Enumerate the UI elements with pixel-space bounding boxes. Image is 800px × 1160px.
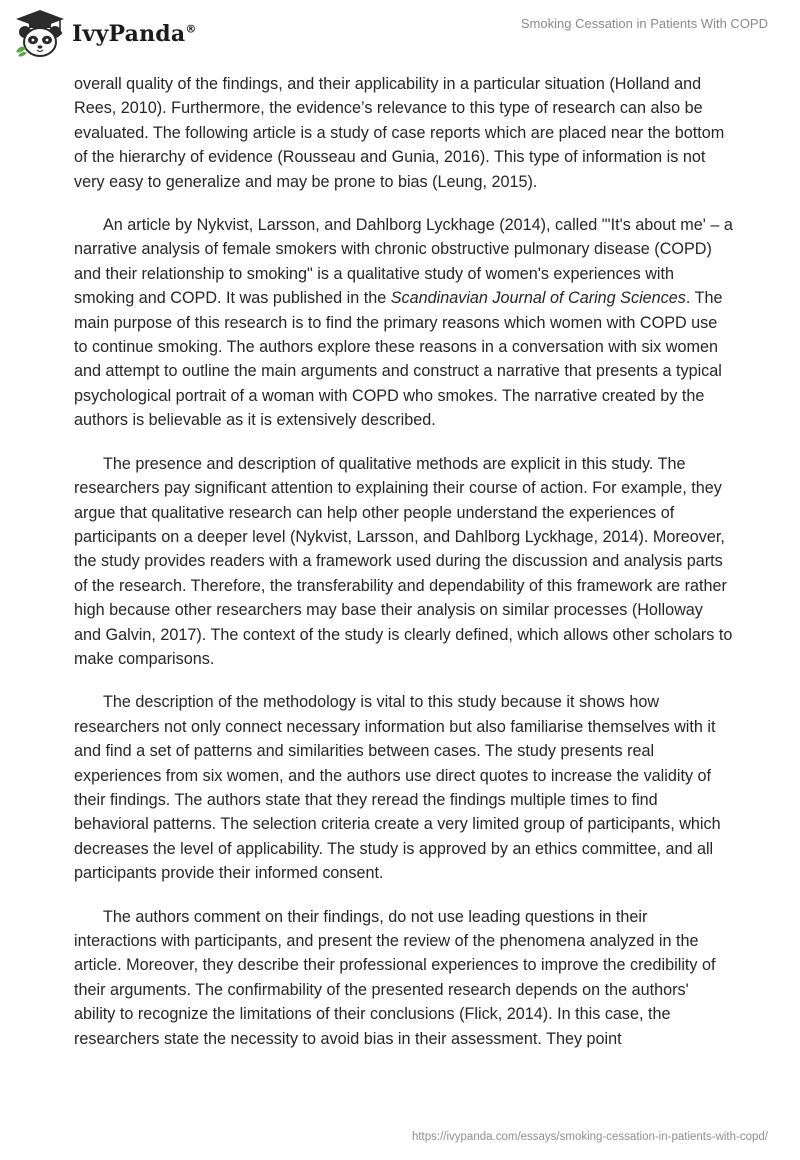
essay-body [74, 72, 734, 1070]
paragraph-text: An article by Nykvist, Larsson, and Dahlborg Lyckhage (2014), called "'It's about me' – a narrative analysis of female smokers with chronic obstructive pulmonary disease (COPD) and their relationship to smoking" is a qualitative study of women's experiences with smoking and COPD. It was published in the [74, 216, 733, 308]
page-header [0, 0, 800, 70]
paragraph: The presence and description of qualitative methods are explicit in this study. The researchers pay significant attention to explaining their course of action. For example, they argue that qualitative research can help other people understand the experiences of participants on a deeper level (Nykvist, Larsson, and Dahlborg Lyckhage, 2014). Moreover, the study provides readers with a framework used during the discussion and analysis parts of the research. Therefore, the transferability and dependability of this framework are rather high because other researchers may base their analysis on similar processes (Holloway and Galvin, 2017). The context of the study is clearly defined, which allows other scholars to make comparisons. [74, 454, 733, 668]
paragraph-text: . The main purpose of this research is to find the primary reasons which women with COPD use to continue smoking. The authors explore these reasons in a conversation with six women and attempt to outline the main arguments and construct a narrative that presents a typical psychological portrait of a woman with COPD who smokes. The narrative created by the authors is believable as it is extensively described. [74, 289, 723, 430]
ivypanda-logo[interactable] [12, 8, 197, 60]
paragraph [74, 213, 734, 433]
paragraph: The description of the methodology is vital to this study because it shows how researchers not only connect necessary information but also familiarise themselves with it and find a set of patterns and similarities between cases. The study presents real experiences from six women, and the authors use direct quotes to increase the validity of their findings. The authors state that they reread the findings multiple times to find behavioral patterns. The selection criteria create a very limited group of participants, which decreases the level of applicability. The study is approved by an ethics committee, and all participants provide their informed consent. [74, 693, 721, 883]
journal-title: Scandinavian Journal of Caring Sciences [390, 289, 686, 308]
document-title: Smoking Cessation in Patients With COPD [520, 16, 768, 31]
paragraph: The authors comment on their findings, do not use leading questions in their interactions with participants, and present the review of the phenomena analyzed in the article. Moreover, they describe their professional experiences to improve the credibility of their arguments. The confirmability of the presented research depends on the authors' ability to recognize the limitations of their conclusions (Flick, 2014). In this case, the researchers state the necessity to avoid bias in their assessment. They point [74, 907, 716, 1048]
panda-graduate-icon [12, 8, 68, 60]
paragraph: overall quality of the findings, and their applicability in a particular situation (Holland and Rees, 2010). Furthermore, the evidence’s relevance to this type of research can also be evaluated. The following article is a study of case reports which are placed near the bottom of the hierarchy of evidence (Rousseau and Gunia, 2016). This type of information is not very easy to generalize and may be prone to bias (Leung, 2015). [74, 75, 725, 191]
registered-mark: ® [185, 22, 197, 36]
source-url[interactable]: https://ivypanda.com/essays/smoking-cessation-in-patients-with-copd/ [411, 1131, 768, 1143]
logo-wordmark: IvyPanda® [72, 21, 197, 47]
